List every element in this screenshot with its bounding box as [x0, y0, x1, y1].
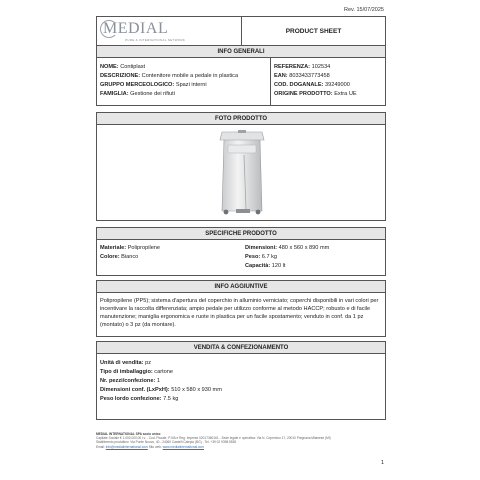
specs-box [96, 240, 386, 276]
field-dimensions: Dimensioni: 480 x 560 x 890 mm [245, 245, 330, 251]
footer-legal-line: Capitale Sociale € 1.000.000,00 i.v. - Cod. Fiscale, P.IVA e Reg. Imprese 02017360161 - Sede legale e operativa: Via N. Copernico 17, 20010 Pregnana Milanese (MI) [96, 436, 331, 441]
footer-website-link[interactable]: www.medialinternational.com [162, 444, 204, 449]
footer-email-link[interactable]: info@medialinternational.com [105, 444, 148, 449]
section-header-general: INFO GENERALI [96, 45, 386, 58]
field-pieces-per-pack: Nr. pezzi/confezione: 1 [100, 378, 161, 384]
field-color: Colore: Bianco [100, 254, 139, 260]
field-product-group: GRUPPO MERCEOLOGICO: Spazi interni [100, 82, 207, 88]
field-capacity: Capacità: 120 lt [245, 263, 286, 269]
specs-left [100, 244, 245, 271]
field-origin: ORIGINE PRODOTTO: Extra UE [274, 91, 357, 97]
logo-wordmark: MEDIAL [103, 20, 169, 37]
field-reference: REFERENZA: 102534 [274, 64, 331, 70]
field-weight: Peso: 6.7 kg [245, 254, 278, 260]
logo-tagline: PURE & INTERNATIONAL NETWORK [125, 38, 186, 42]
field-description: DESCRIZIONE: Contenitore mobile a pedale in plastica [100, 73, 239, 79]
section-header-photo: FOTO PRODOTTO [96, 112, 386, 125]
field-name: NOME: Contiplast [100, 64, 146, 70]
section-header-specs: SPECIFICHE PRODOTTO [96, 227, 386, 240]
field-material: Materiale: Polipropilene [100, 245, 161, 251]
field-family: FAMIGLIA: Gestione dei rifiuti [100, 91, 175, 97]
specs-right [245, 244, 329, 271]
field-gross-weight: Peso lordo confezione: 7.5 kg [100, 396, 179, 402]
footer-contacts: Email: info@medialinternational.com Sito web: www.medialinternational.com [96, 444, 204, 449]
field-customs-code: COD. DOGANALE: 39249000 [274, 82, 350, 88]
footer-plant-line: Stabilimento produttivo: Via Ponte Nuovo, 40 - 24060 Castelli Calepio (BG) - Tel. +39 02 9398.5555 [96, 440, 237, 445]
waste-bin-image [218, 129, 266, 215]
general-info-left [97, 58, 271, 105]
field-sale-unit: Unità di vendita: pz [100, 360, 151, 366]
page-number: 1 [380, 460, 384, 466]
document-header [96, 16, 386, 47]
revision-date: Rev. 15/07/2025 [344, 7, 384, 13]
sheet-title: PRODUCT SHEET [285, 28, 342, 35]
sale-packaging-box [96, 354, 386, 420]
section-header-sale: VENDITA & CONFEZIONAMENTO [96, 341, 386, 354]
general-info-box [96, 58, 386, 106]
product-photo-box [96, 125, 386, 221]
field-ean: EAN: 8033433773458 [274, 73, 330, 79]
general-info-right [271, 58, 385, 105]
company-logo [97, 17, 242, 46]
footer-company: MEDIAL INTERNATIONAL SPA socio unico [96, 432, 161, 436]
section-header-additional: INFO AGGIUNTIVE [96, 280, 386, 293]
field-pack-dimensions: Dimensioni conf. (LxPxH): 510 x 580 x 930 mm [100, 387, 222, 393]
additional-info-text: Polipropilene (PP5); sistema d'apertura del coperchio in alluminio verniciato; coperchi disponibili in vari colori per incentivare la raccolta differenziata; ampio pedale per utilizzo conforme al metodo HACCP; robusto e di facile manutenzione; maniglia ergonomica e ruote in plastica per un facile spostamento; venduto in conf. da 1 pz (montato) o 3 pz (da montare). [96, 293, 386, 337]
field-packaging-type: Tipo di imballaggio: cartone [100, 369, 173, 375]
company-footer [96, 432, 386, 449]
